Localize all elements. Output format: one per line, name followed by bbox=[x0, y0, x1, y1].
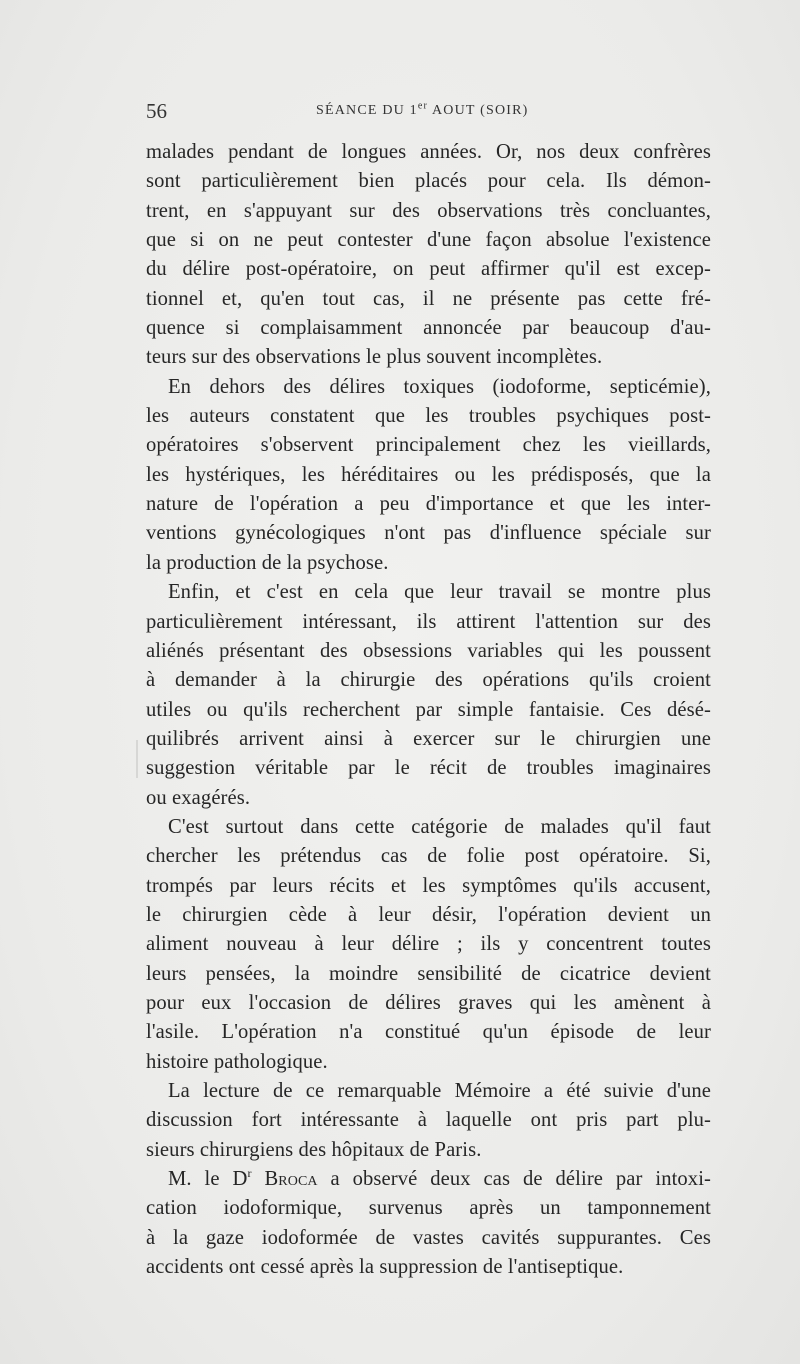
text-line: sont particulièrement bien placés pour cela. Ils démon- bbox=[146, 170, 711, 193]
text-line: nature de l'opération a peu d'importance et que les inter- bbox=[146, 493, 711, 516]
text-line: tionnel et, qu'en tout cas, il ne présente pas cette fré- bbox=[146, 287, 711, 310]
text-line: que si on ne peut contester d'une façon absolue l'existence bbox=[146, 229, 711, 252]
text-line: aliénés présentant des obsessions variables qui les poussent bbox=[146, 639, 711, 662]
paper-speck bbox=[136, 740, 138, 778]
body-text bbox=[146, 138, 711, 1282]
text-line: malades pendant de longues années. Or, nos deux confrères bbox=[146, 141, 711, 163]
broca-suffix: a observé deux cas de délire par intoxi- bbox=[317, 1168, 711, 1191]
text-line-broca bbox=[146, 1165, 711, 1194]
text-line: discussion fort intéressante à laquelle ont pris part plu- bbox=[146, 1109, 711, 1132]
broca-sup: r bbox=[247, 1166, 252, 1181]
text-line: l'asile. L'opération n'a constitué qu'un épisode de leur bbox=[146, 1021, 711, 1044]
text-line: teurs sur des observations le plus souvent incomplètes. bbox=[146, 346, 603, 369]
text-line: C'est surtout dans cette catégorie de malades qu'il faut bbox=[168, 815, 711, 838]
text-line: ventions gynécologiques n'ont pas d'influence spéciale sur bbox=[146, 522, 711, 545]
text-line: particulièrement intéressant, ils attirent l'attention sur des bbox=[146, 610, 711, 633]
running-head bbox=[316, 96, 529, 126]
text-line: quilibrés arrivent ainsi à exercer sur le chirurgien une bbox=[146, 727, 711, 750]
text-line: utiles ou qu'ils recherchent par simple fantaisie. Ces désé- bbox=[146, 698, 711, 721]
text-line: accidents ont cessé après la suppression de l'antiseptique. bbox=[146, 1256, 624, 1279]
text-line: les auteurs constatent que les troubles psychiques post- bbox=[146, 405, 711, 428]
running-head-sup: er bbox=[417, 100, 429, 112]
text-line: opératoires s'observent principalement chez les vieillards, bbox=[146, 434, 711, 457]
text-line: La lecture de ce remarquable Mémoire a été suivie d'une bbox=[168, 1080, 711, 1102]
running-head-prefix: SÉANCE DU 1 bbox=[316, 103, 418, 118]
text-line: à la gaze iodoformée de vastes cavités suppurantes. Ces bbox=[146, 1226, 711, 1249]
text-line: trent, en s'appuyant sur des observations très concluantes, bbox=[146, 199, 711, 222]
text-line: leurs pensées, la moindre sensibilité de cicatrice devient bbox=[146, 962, 711, 985]
text-line: à demander à la chirurgie des opérations qu'ils croient bbox=[146, 669, 711, 692]
text-line: ou exagérés. bbox=[146, 786, 251, 809]
text-line: En dehors des délires toxiques (iodoforme, septicémie), bbox=[168, 375, 711, 398]
text-line: cation iodoformique, survenus après un tamponnement bbox=[146, 1197, 711, 1220]
text-line: aliment nouveau à leur délire ; ils y concentrent toutes bbox=[146, 933, 711, 956]
broca-name: Broca bbox=[251, 1168, 318, 1191]
text-line: histoire pathologique. bbox=[146, 1050, 328, 1073]
broca-prefix: M. le D bbox=[168, 1168, 248, 1191]
text-line: sieurs chirurgiens des hôpitaux de Paris. bbox=[146, 1138, 482, 1161]
text-line: quence si complaisamment annoncée par beaucoup d'au- bbox=[146, 317, 711, 340]
text-line: suggestion véritable par le récit de troubles imaginaires bbox=[146, 757, 711, 780]
text-line: du délire post-opératoire, on peut affirmer qu'il est excep- bbox=[146, 258, 711, 281]
page-number: 56 bbox=[146, 99, 167, 123]
page-header bbox=[146, 96, 710, 126]
running-head-suffix: AOUT (SOIR) bbox=[428, 103, 529, 118]
text-line: chercher les prétendus cas de folie post opératoire. Si, bbox=[146, 845, 711, 868]
text-line: la production de la psychose. bbox=[146, 551, 389, 574]
text-line: pour eux l'occasion de délires graves qui les amènent à bbox=[146, 991, 711, 1014]
text-line: le chirurgien cède à leur désir, l'opération devient un bbox=[146, 903, 711, 926]
text-line: Enfin, et c'est en cela que leur travail se montre plus bbox=[168, 581, 711, 604]
text-line: les hystériques, les héréditaires ou les prédisposés, que la bbox=[146, 463, 711, 486]
text-line: trompés par leurs récits et les symptômes qu'ils accusent, bbox=[146, 874, 711, 897]
